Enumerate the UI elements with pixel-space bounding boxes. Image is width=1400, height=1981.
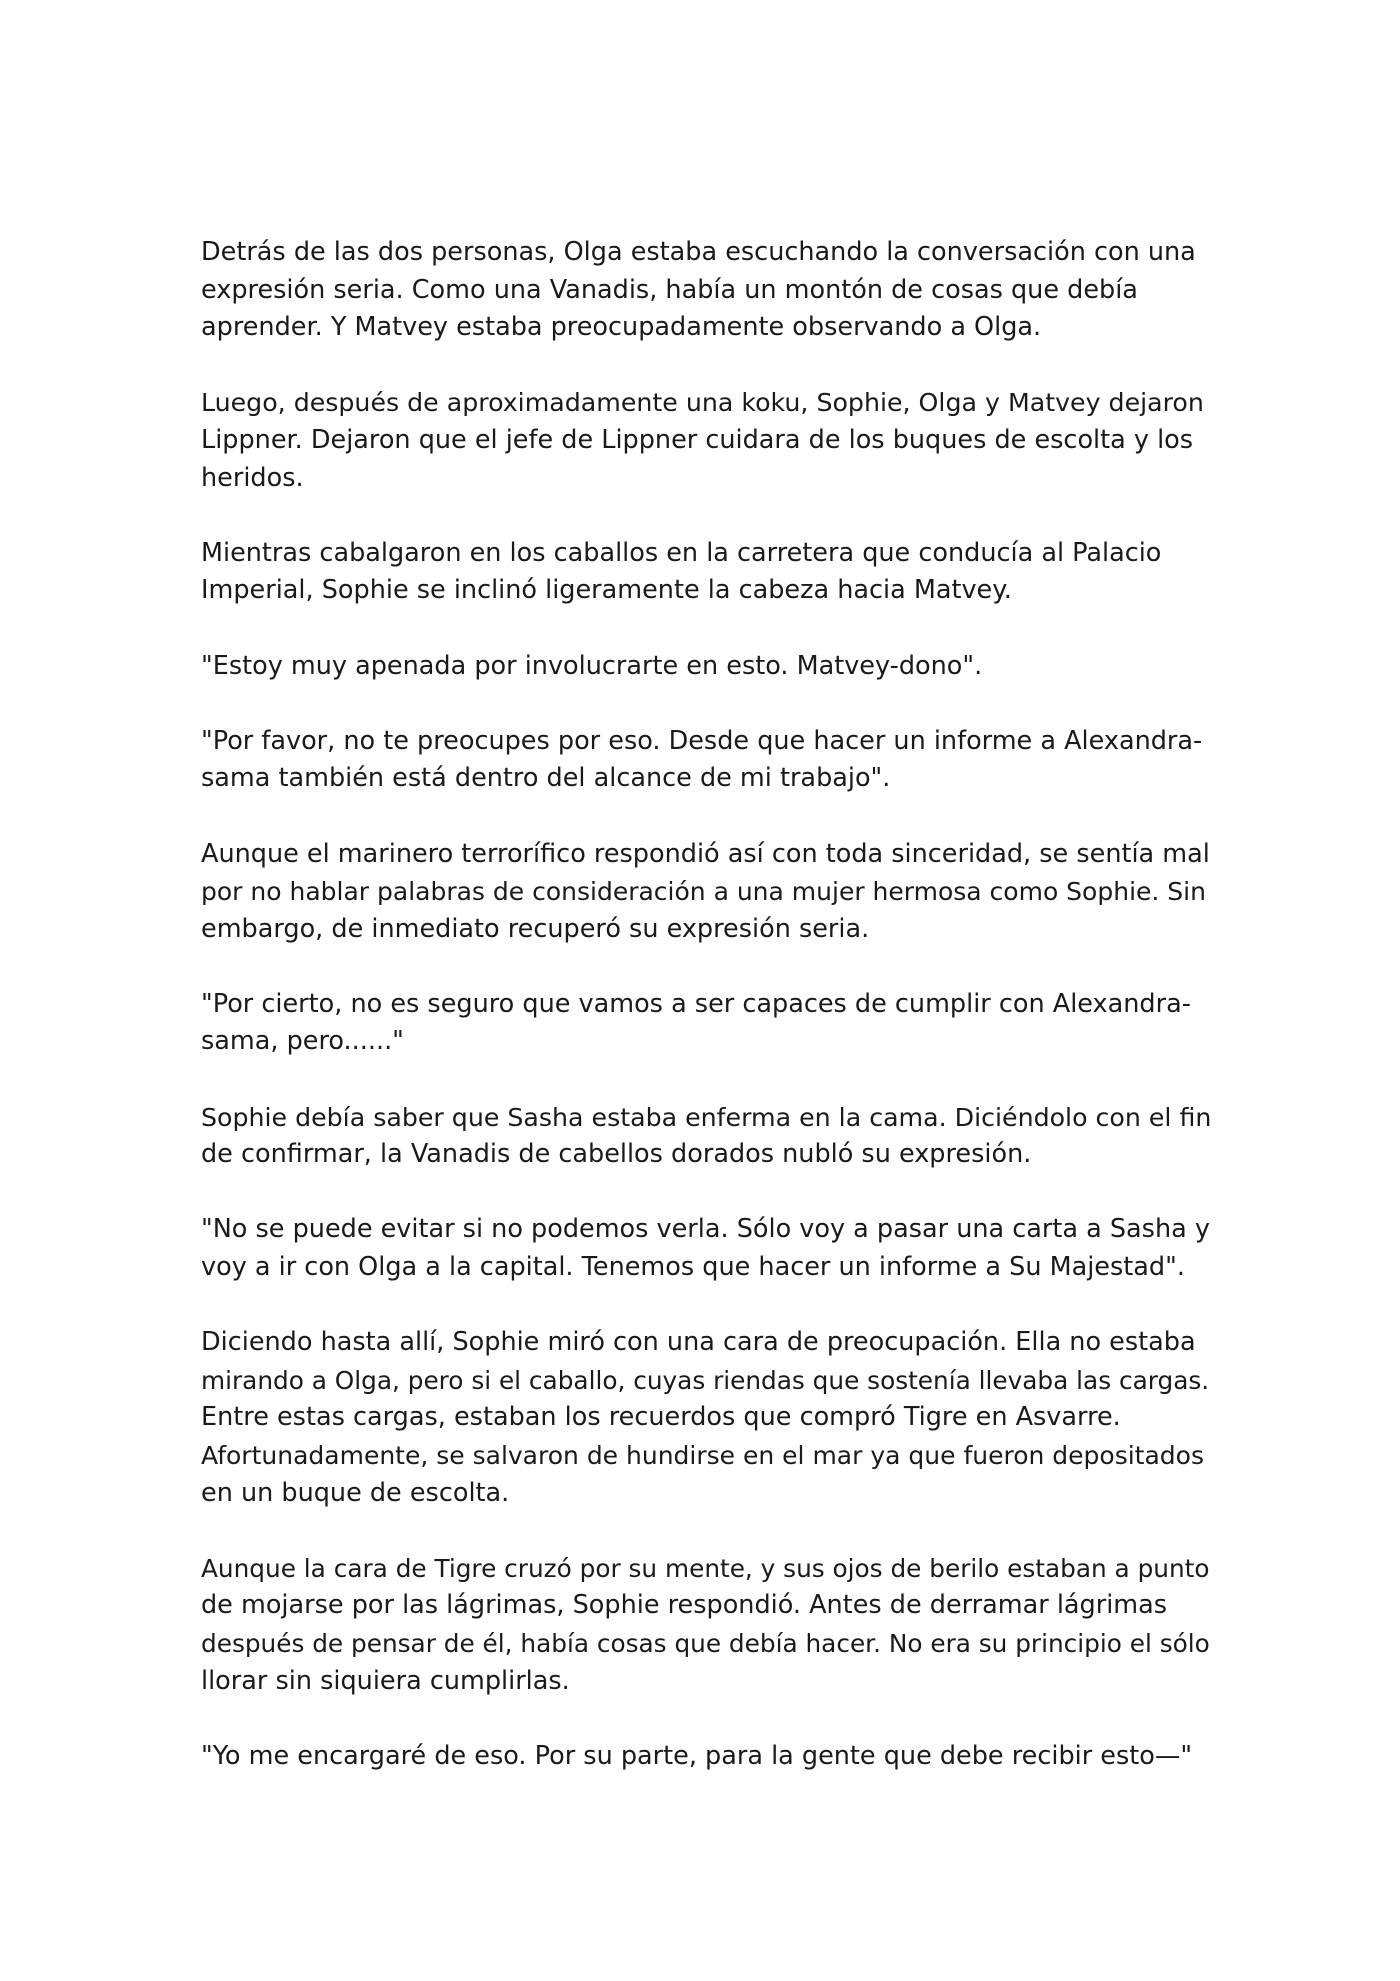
paragraph-8	[201, 1099, 1211, 1174]
text-line: mirando a Olga, pero si el caballo, cuyas riendas que sostenía llevaba las cargas.	[201, 1365, 1210, 1395]
paragraph-1	[201, 234, 1211, 347]
paragraph-2	[201, 384, 1211, 497]
text-line: "Por cierto, no es seguro que vamos a ser capaces de cumplir con Alexandra-	[201, 988, 1191, 1019]
paragraph-3	[201, 535, 1211, 610]
text-line: Aunque el marinero terrorífico respondió así con toda sinceridad, se sentía mal	[201, 838, 1210, 869]
paragraph-6	[201, 836, 1211, 949]
text-line: Imperial, Sophie se inclinó ligeramente la cabeza hacia Matvey.	[201, 575, 1012, 606]
text-line: "Yo me encargaré de eso. Por su parte, para la gente que debe recibir esto—"	[201, 1740, 1193, 1771]
text-line: Lippner. Dejaron que el jefe de Lippner cuidara de los buques de escolta y los	[201, 424, 1194, 455]
text-line: expresión seria. Como una Vanadis, había un montón de cosas que debía	[201, 274, 1138, 305]
text-line: Detrás de las dos personas, Olga estaba escuchando la conversación con una	[201, 237, 1196, 267]
paragraph-9	[201, 1211, 1211, 1286]
paragraph-10	[201, 1324, 1211, 1512]
text-line: aprender. Y Matvey estaba preocupadamente observando a Olga.	[201, 312, 1042, 343]
paragraph-11	[201, 1550, 1211, 1700]
text-line: después de pensar de él, había cosas que debía hacer. No era su principio el sólo	[201, 1628, 1210, 1658]
text-line: sama, pero......"	[201, 1026, 404, 1057]
text-line: Sophie debía saber que Sasha estaba enferma en la cama. Diciéndolo con el fin	[201, 1102, 1212, 1132]
document-body	[201, 234, 1211, 1775]
text-line: voy a ir con Olga a la capital. Tenemos que hacer un informe a Su Majestad".	[201, 1252, 1185, 1283]
paragraph-12	[201, 1738, 1211, 1776]
text-line: "Estoy muy apenada por involucrarte en esto. Matvey-dono".	[201, 650, 983, 681]
text-line: de confirmar, la Vanadis de cabellos dorados nubló su expresión.	[201, 1139, 1032, 1170]
text-line: "Por favor, no te preocupes por eso. Desde que hacer un informe a Alexandra-	[201, 725, 1203, 756]
text-line: por no hablar palabras de consideración a una mujer hermosa como Sophie. Sin	[201, 877, 1206, 907]
paragraph-4	[201, 648, 1211, 686]
text-line: Entre estas cargas, estaban los recuerdos que compró Tigre en Asvarre.	[201, 1402, 1121, 1433]
text-line: sama también está dentro del alcance de mi trabajo".	[201, 763, 891, 794]
text-line: Luego, después de aproximadamente una koku, Sophie, Olga y Matvey dejaron	[201, 388, 1204, 418]
paragraph-7	[201, 986, 1211, 1061]
text-line: heridos.	[201, 462, 304, 493]
text-line: de mojarse por las lágrimas, Sophie respondió. Antes de derramar lágrimas	[201, 1590, 1168, 1621]
paragraph-5	[201, 723, 1211, 798]
text-line: Aunque la cara de Tigre cruzó por su mente, y sus ojos de berilo estaban a punto	[201, 1553, 1210, 1583]
text-line: Afortunadamente, se salvaron de hundirse en el mar ya que fueron depositados	[201, 1441, 1204, 1470]
text-line: en un buque de escolta.	[201, 1477, 510, 1508]
text-line: "No se puede evitar si no podemos verla. Sólo voy a pasar una carta a Sasha y	[201, 1214, 1210, 1245]
text-line: Diciendo hasta allí, Sophie miró con una cara de preocupación. Ella no estaba	[201, 1327, 1196, 1358]
text-line: embargo, de inmediato recuperó su expresión seria.	[201, 913, 870, 944]
text-line: llorar sin siquiera cumplirlas.	[201, 1665, 570, 1696]
text-line: Mientras cabalgaron en los caballos en la carretera que conducía al Palacio	[201, 537, 1162, 568]
